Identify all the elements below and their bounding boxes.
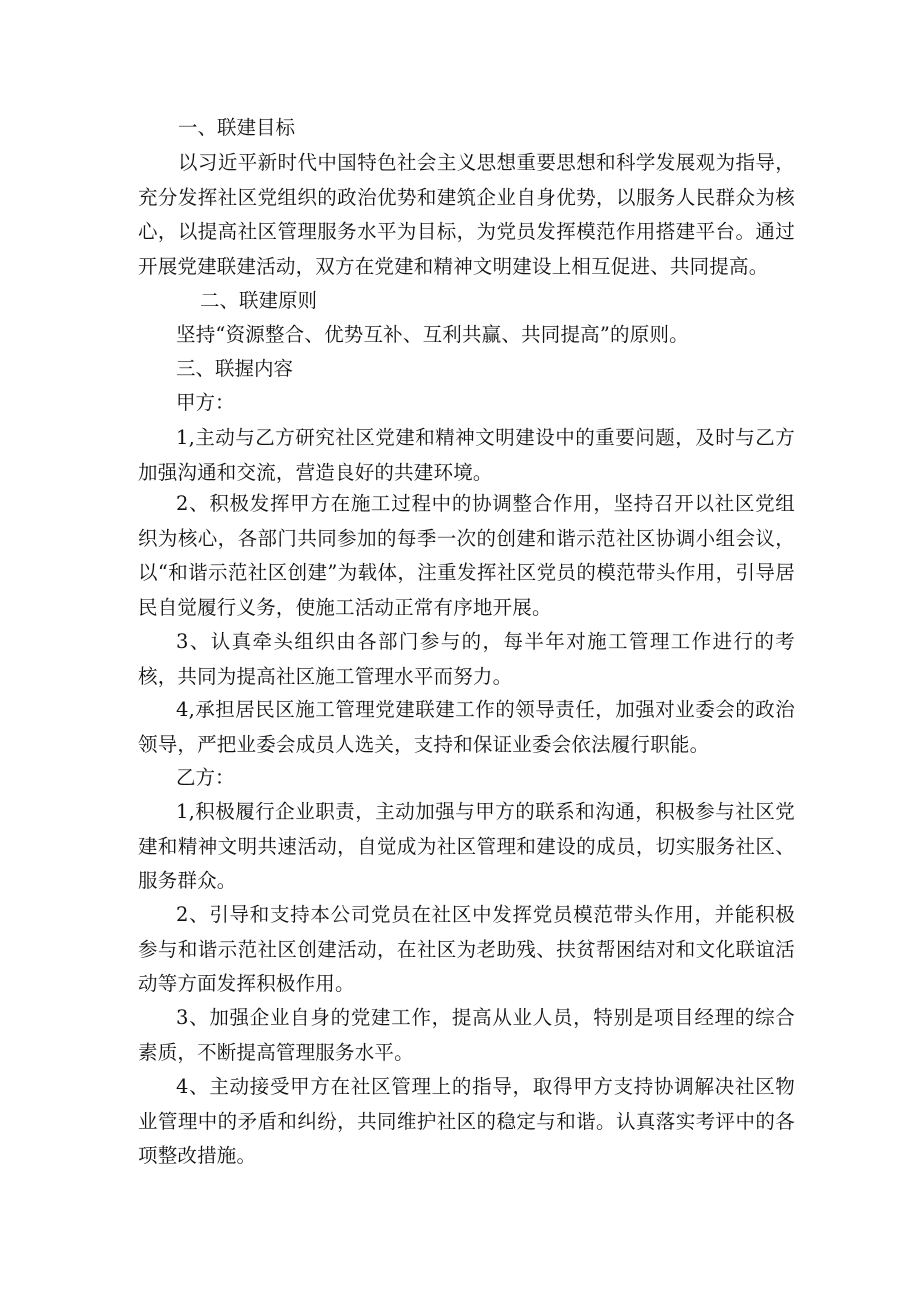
section-1-heading: 一、联建目标 xyxy=(178,116,296,139)
party-b-label: 乙方： xyxy=(176,766,235,789)
party-a-item-4: 4,承担居民区施工管理党建联建工作的领导责任，加强对业委会的政治领导，严把业委会成员人选关，支持和保证业委会依法履行职能。 xyxy=(138,698,795,756)
section-3-heading: 三、联握内容 xyxy=(176,357,294,380)
party-a-label: 甲方： xyxy=(176,391,235,414)
party-b-item-2: 2、引导和支持本公司党员在社区中发挥党员模范带头作用，并能积极参与和谐示范社区创建活动，在社区为老助残、扶贫帮困结对和文化联谊活动等方面发挥积极作用。 xyxy=(138,903,795,996)
section-2-body: 坚持“资源整合、优势互补、互利共赢、共同提高”的原则。 xyxy=(176,323,689,346)
party-a-item-1: 1,主动与乙方研究社区党建和精神文明建设中的重要问题，及时与乙方加强沟通和交流，营造良好的共建环境。 xyxy=(138,426,795,484)
party-b-item-4: 4、主动接受甲方在社区管理上的指导，取得甲方支持协调解决社区物业管理中的矛盾和纠纷，共同维护社区的稳定与和谐。认真落实考评中的各项整改措施。 xyxy=(138,1075,795,1168)
party-b-item-1: 1,积极履行企业职责，主动加强与甲方的联系和沟通，积极参与社区党建和精神文明共速活动，自觉成为社区管理和建设的成员，切实服务社区、服务群众。 xyxy=(138,800,795,893)
section-2-heading: 二、联建原则 xyxy=(200,289,318,312)
section-1-body: 以习近平新时代中国特色社会主义思想重要思想和科学发展观为指导，充分发挥社区党组织的政治优势和建筑企业自身优势，以服务人民群众为核心，以提高社区管理服务水平为目标，为党员发挥模范作用搭建平台。通过开展党建联建活动，双方在党建和精神文明建设上相互促进、共同提高。 xyxy=(138,151,795,279)
party-a-item-2: 2、积极发挥甲方在施工过程中的协调整合作用，坚持召开以社区党组织为核心，各部门共同参加的每季一次的创建和谐示范社区协调小组会议，以“和谐示范社区创建”为载体，注重发挥社区党员的模范带头作用，引导居民自觉履行义务，使施工活动正常有序地开展。 xyxy=(138,492,795,620)
party-b-item-3: 3、加强企业自身的党建工作，提高从业人员，特别是项目经理的综合素质，不断提高管理服务水平。 xyxy=(138,1006,795,1064)
party-a-item-3: 3、认真牵头组织由各部门参与的，每半年对施工管理工作进行的考核，共同为提高社区施工管理水平而努力。 xyxy=(138,630,795,688)
